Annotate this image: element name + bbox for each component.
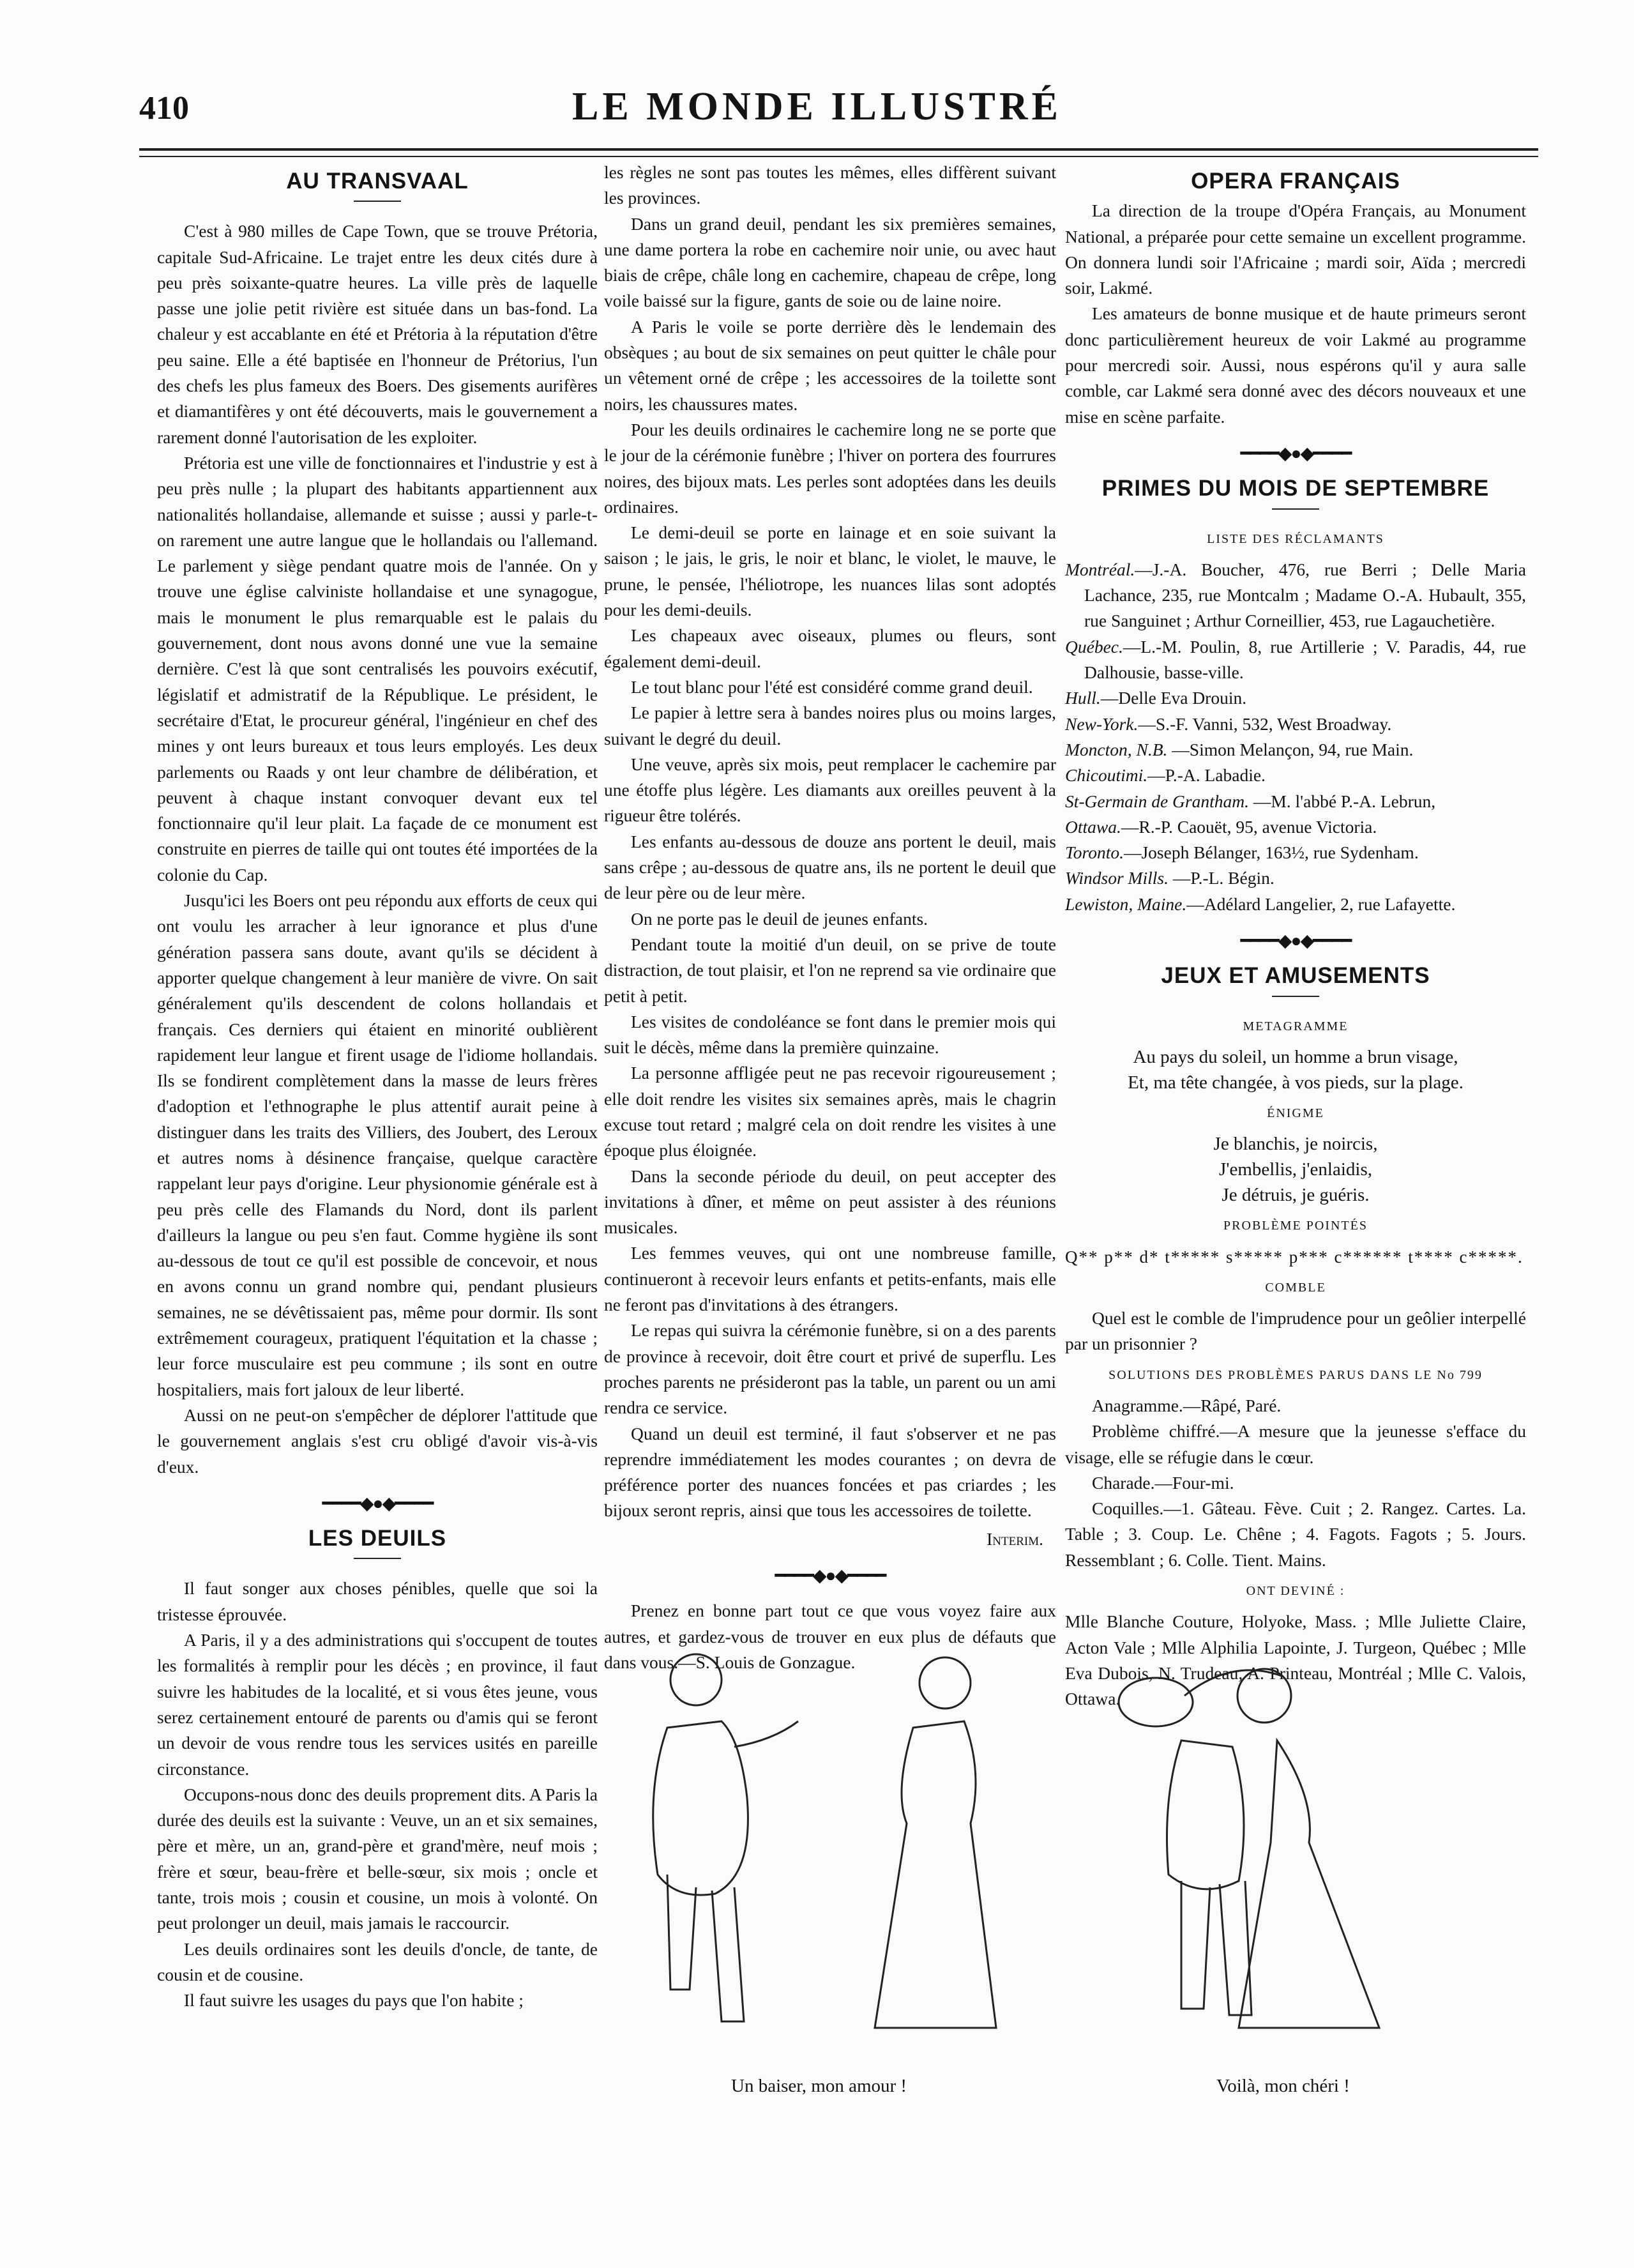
paragraph: Pendant toute la moitié d'un deuil, on se prive de toute distraction, de tout plaisir, et l'on ne reprend sa vie ordinaire que petit à petit. [604, 934, 1056, 1006]
primes-entry [1065, 789, 1526, 814]
paragraph: Occupons-nous donc des deuils proprement dits. A Paris la durée des deuils est la suivante : Veuve, un an et six semaines, père et mère, un an, grand-père et grand'mère, neuf mois ; frère et sœur, beau-frère et belle-sœur, six mois ; oncle et tante, trois mois ; cousin et cousine, un mois à volonté. On peut prolonger un deuil, mais jamais le raccourcir. [157, 1784, 598, 1933]
ornament-divider: ━━━━◆●◆━━━━ [1240, 443, 1351, 464]
header-rule [139, 148, 1538, 151]
primes-list [1065, 557, 1526, 917]
right-woman-dress [1239, 1740, 1379, 2028]
primes-entry [1065, 892, 1526, 917]
primes-entry-text: —Adélard Langelier, 2, rue Lafayette. [1186, 894, 1456, 914]
racket-handle [1184, 1670, 1283, 1696]
primes-entry-place: St-Germain de Grantham. [1065, 791, 1249, 811]
right-man-body [1167, 1740, 1244, 1889]
primes-entry-text: —L.-M. Poulin, 8, rue Artillerie ; V. Paradis, 44, rue Dalhousie, basse-ville. [1084, 636, 1526, 683]
paragraph: Il faut suivre les usages du pays que l'on habite ; [184, 1990, 524, 2011]
title-rule [354, 201, 401, 202]
primes-entry [1065, 763, 1526, 788]
probleme-label: PROBLÈME POINTÉS [1223, 1219, 1368, 1233]
enigme-label: ÉNIGME [1267, 1106, 1324, 1120]
column-2 [604, 160, 1056, 1675]
ornament-divider: ━━━━◆●◆━━━━ [1240, 931, 1351, 952]
cartoon-drawing [607, 1632, 1430, 2066]
header-rule-thin [139, 156, 1538, 157]
paragraph: Le demi-deuil se porte en lainage et en soie suivant la saison ; le jais, le gris, le noir et blanc, le violet, le mauve, le prune, le pensée, l'héliotrope, les nuances lilas sont adoptés pour les demi-deuils. [604, 522, 1056, 620]
paragraph: Le repas qui suivra la cérémonie funèbre, si on a des parents de province à recevoir, doit être court et privé de superflu. Les proches parents ne présideront pas la table, un parent ou un ami rendra ce service. [604, 1320, 1056, 1418]
left-man-body [653, 1721, 748, 1895]
comble-label: COMBLE [1265, 1280, 1326, 1295]
paragraph: Dans la seconde période du deuil, on peut accepter des invitations à dîner, et même on peut assister à des réunions musicales. [604, 1166, 1056, 1238]
primes-entry-text: —Joseph Bélanger, 163½, rue Sydenham. [1123, 842, 1419, 863]
article-title-transvaal: AU TRANSVAAL [286, 169, 469, 194]
primes-entry-text: —Delle Eva Drouin. [1100, 688, 1247, 708]
primes-entry [1065, 814, 1526, 840]
primes-entry [1065, 557, 1526, 634]
paragraph: Aussi on ne peut-on s'empêcher de déplorer l'attitude que le gouvernement anglais s'est cru obligé d'avoir vis-à-vis d'eux. [157, 1404, 598, 1477]
primes-subtitle: LISTE DES RÉCLAMANTS [1207, 531, 1384, 546]
enigme-line: Je blanchis, je noircis, [1213, 1134, 1378, 1155]
column-1 [157, 160, 598, 2013]
primes-entry [1065, 685, 1526, 711]
paragraph: Le tout blanc pour l'été est considéré comme grand deuil. [631, 676, 1033, 697]
left-woman-dress [875, 1721, 996, 2028]
column-3 [1065, 160, 1526, 1712]
primes-entry-place: Lewiston, Maine. [1065, 894, 1187, 914]
paragraph: Il faut songer aux choses pénibles, quelle que soi la tristesse éprouvée. [157, 1578, 598, 1624]
solution: Problème chiffré.—A mesure que la jeunesse s'efface du visage, elle se réfugie dans le cœur. [1065, 1421, 1526, 1467]
primes-entry-text: —Simon Melançon, 94, rue Main. [1167, 739, 1414, 759]
primes-entry-place: New-York. [1065, 713, 1139, 734]
primes-entry [1065, 712, 1526, 737]
enigme-line: J'embellis, j'enlaidis, [1218, 1159, 1372, 1180]
paragraph: Une veuve, après six mois, peut remplacer le cachemire par une étoffe plus légère. Les diamants aux oreilles peuvent à la rigueur être tolérés. [604, 754, 1056, 826]
solution: Anagramme.—Râpé, Paré. [1092, 1395, 1282, 1415]
primes-entry-text: —P.-A. Labadie. [1147, 765, 1266, 786]
primes-entry [1065, 865, 1526, 891]
primes-entry-text: —P.-L. Bégin. [1168, 868, 1275, 888]
primes-entry-place: Québec. [1065, 636, 1123, 657]
primes-entry-place: Montréal. [1065, 559, 1135, 579]
title-rule [354, 1558, 401, 1559]
solution: Coquilles.—1. Gâteau. Fève. Cuit ; 2. Rangez. Cartes. La. Table ; 3. Coup. Le. Chêne ; 4. Fagots. Fagots ; 5. Jours. Ressemblant ; 6. Colle. Tient. Mains. [1065, 1498, 1526, 1570]
devine-label: ONT DEVINÉ : [1246, 1584, 1345, 1599]
primes-entry-text: —S.-F. Vanni, 532, West Broadway. [1138, 713, 1392, 734]
paragraph: Les amateurs de bonne musique et de haute primeurs seront donc particulièrement heureux de voir Lakmé au programme pour mercredi soir. Aussi, nous espérons qu'il y aura salle comble, car Lakmé sera donné avec des décors nouveaux et une mise en scène parfaite. [1065, 303, 1526, 427]
devine-text: Mlle Blanche Couture, Holyoke, Mass. ; Mlle Juliette Claire, Acton Vale ; Mlle Alphilia Lapointe, J. Turgeon, Québec ; Mlle Eva Dubois, N. Trudeau, A. Printeau, Montréal ; Mlle C. Valois, Ottawa. [1065, 1611, 1526, 1709]
primes-entry-place: Chicoutimi. [1065, 765, 1148, 786]
metagramme-label: METAGRAMME [1243, 1019, 1349, 1033]
metagramme-line: Au pays du soleil, un homme a brun visage, [1133, 1046, 1458, 1067]
solution: Charade.—Four-mi. [1092, 1472, 1234, 1493]
left-man-head [670, 1654, 722, 1705]
article-title-jeux: JEUX ET AMUSEMENTS [1161, 963, 1430, 989]
quote: Prenez en bonne part tout ce que vous voyez faire aux autres, et gardez-vous de trouver en eux plus de défauts que dans vous.—S. Louis de Gonzague. [604, 1601, 1056, 1672]
page-number: 410 [139, 90, 189, 126]
paragraph: Les femmes veuves, qui ont une nombreuse famille, continueront à recevoir leurs enfants et petits-enfants, mais elle ne feront pas d'invitations à des étrangers. [604, 1243, 1056, 1315]
paragraph: A Paris, il y a des administrations qui s'occupent de toutes les formalités à remplir pour les décès ; en province, il faut suivre les habitudes de la localité, et si vous êtes jeune, vous serez certainement entouré de parents ou d'amis qui se feront un devoir de vous rendre tous les services usités en pareille circonstance. [157, 1630, 598, 1779]
signature: Interim. [987, 1528, 1043, 1549]
paragraph: Pour les deuils ordinaires le cachemire long ne se porte que le jour de la cérémonie funèbre ; l'hiver on portera des fourrures noires, des bijoux mats. Les perles sont adoptées dans les deuils ordinaires. [604, 419, 1056, 517]
paragraph: Jusqu'ici les Boers ont peu répondu aux efforts de ceux qui ont voulu les arracher à leur ignorance et plus d'une génération passera sans doute, avant qu'ils se décident à apporter quelque changement à leur manière de vivre. On sait généralement qu'ils descendent de colons hollandais et français. Ces derniers qui étaient en minorité oublièrent rapidement leur langue et firent usage de l'idiome hollandais. Ils se fondirent complètement dans la masse de leurs frères d'adoption et l'ethnographe le plus attentif aurait peine à distinguer dans les traits des Villiers, des Joubert, des Leroux et autres noms à désinence française, quelque caractère rappelant leur pays d'origine. Leur physionomie générale est à peu près celle des Flamands du Nord, dont ils parlent d'ailleurs la langue ou peu s'en faut. Comme hygiène ils sont au-dessous de tout ce qu'il est possible de concevoir, et nous en avons connu un grand nombre qui, pendant plusieurs semaines, ne se dévêtissaient pas, même pour dormir. Ils sont extrêmement courageux, pratiquent l'équitation et la chasse ; leur force musculaire est peu commune ; ils sont en outre hospitaliers, mais fort jaloux de leur liberté. [157, 890, 598, 1399]
primes-entry-place: Toronto. [1065, 842, 1124, 863]
paragraph: A Paris le voile se porte derrière dès le lendemain des obsèques ; au bout de six semaines on peut quitter le châle pour un vêtement orné de crêpe ; les accessoires de la toilette sont noirs, les chaussures mates. [604, 316, 1056, 414]
paragraph: La personne affligée peut ne pas recevoir rigoureusement ; elle doit rendre les visites six semaines après, mais le chagrin excuse tout retard ; malgré cela on doit rendre les visites à une époque plus éloignée. [604, 1063, 1056, 1161]
paragraph: Les chapeaux avec oiseaux, plumes ou fleurs, sont également demi-deuil. [604, 625, 1056, 671]
probleme-text: Q** p** d* t***** s***** p*** c****** t**** c*****. [1065, 1247, 1524, 1267]
article-title-primes: PRIMES DU MOIS DE SEPTEMBRE [1101, 476, 1490, 501]
primes-entry-place: Ottawa. [1065, 816, 1121, 837]
paragraph: Quand un deuil est terminé, il faut s'observer et ne pas reprendre immédiatement les modes courantes ; on devra de préférence porter des nuances foncées et pas criardes ; les bijoux seront repris, ainsi que tous les accessoires de toilette. [604, 1423, 1056, 1521]
paragraph: Les deuils ordinaires sont les deuils d'oncle, de tante, de cousin et de cousine. [157, 1938, 598, 1984]
ornament-divider: ━━━━◆●◆━━━━ [322, 1493, 433, 1514]
comble-text: Quel est le comble de l'imprudence pour un geôlier interpellé par un prisonnier ? [1065, 1308, 1526, 1354]
paragraph: Prétoria est une ville de fonctionnaires et l'industrie y est à peu près nulle ; la plupart des habitants appartiennent aux nationalités hollandaise, allemande et suisse ; aussi y parle-t-on rarement une autre langue que le hollandais ou l'allemand. Le parlement y siège pendant quatre mois de l'année. On y trouve une église calviniste hollandaise et une synagogue, mais le monument le plus remarquable est le palais du gouvernement, dont nous avons donné une vue la semaine dernière. C'est là que sont centralisés les pouvoirs exécutif, législatif et admistratif de la République. Le président, le secrétaire d'Etat, le procureur général, l'ingénieur en chef des mines y ont leurs bureaux et tous leurs employés. Les deux parlements ou Raads y ont leur chambre de délibération, et peuvent à chaque instant convoquer devant eux tel fonctionnaire qu'il leur plait. La façade de ce monument est construite en pierres de taille qui ont toutes été importées de la colonie du Cap. [157, 452, 598, 885]
primes-entry-text: —R.-P. Caouët, 95, avenue Victoria. [1121, 816, 1377, 837]
primes-entry-place: Windsor Mills. [1065, 868, 1169, 888]
cartoon-illustration [607, 1632, 1430, 2066]
primes-entry [1065, 634, 1526, 686]
primes-entry-place: Moncton, N.B. [1065, 739, 1168, 759]
primes-entry [1065, 840, 1526, 865]
left-woman-head [919, 1657, 971, 1709]
title-rule [1272, 508, 1319, 510]
primes-entry-place: Hull. [1065, 688, 1101, 708]
masthead-title: LE MONDE ILLUSTRÉ [572, 85, 1062, 128]
article-title-opera: OPERA FRANÇAIS [1191, 169, 1400, 194]
right-man-leg [1181, 1881, 1210, 2009]
article-title-deuils: LES DEUILS [308, 1526, 447, 1551]
left-man-leg [712, 1887, 744, 2021]
fan-or-racket [1119, 1678, 1193, 1726]
solutions-label: SOLUTIONS DES PROBLÈMES PARUS DANS LE No 799 [1108, 1367, 1483, 1382]
paragraph: On ne porte pas le deuil de jeunes enfants. [631, 908, 928, 929]
ornament-divider: ━━━━◆●◆━━━━ [775, 1566, 886, 1587]
enigme-line: Je détruis, je guéris. [1222, 1185, 1370, 1206]
paragraph: les règles ne sont pas toutes les mêmes, elles diffèrent suivant les provinces. [604, 162, 1056, 208]
primes-entry-text: —M. l'abbé P.-A. Lebrun, [1248, 791, 1436, 811]
paragraph: Les enfants au-dessous de douze ans portent le deuil, mais sans crêpe ; au-dessous de quatre ans, ils ne portent le deuil que de leur père ou de leur mère. [604, 831, 1056, 903]
metagramme-line: Et, ma tête changée, à vos pieds, sur la plage. [1128, 1072, 1464, 1093]
paragraph: Dans un grand deuil, pendant les six premières semaines, une dame portera la robe en cachemire noir unie, ou avec haut biais de crêpe, châle long en cachemire, chapeau de crêpe, long voile baissé sur la figure, gants de soie ou de laine noire. [604, 213, 1056, 311]
paragraph: La direction de la troupe d'Opéra Français, au Monument National, a préparée pour cette semaine un excellent programme. On donnera lundi soir l'Africaine ; mardi soir, Aïda ; mercredi soir, Lakmé. [1065, 201, 1526, 298]
paragraph: Le papier à lettre sera à bandes noires plus ou moins larges, suivant le degré du deuil. [604, 703, 1056, 749]
primes-entry [1065, 737, 1526, 763]
paragraph: C'est à 980 milles de Cape Town, que se trouve Prétoria, capitale Sud-Africaine. Le trajet entre les deux cités dure à peu près soixante-quatre heures. La ville près de laquelle passe une jolie petit rivière est située dans un bas-fond. La chaleur y est accablante en été et Prétoria à la réputation d'être peu saine. Elle a été baptisée en l'honneur de Prétorius, l'un des chefs les plus fameux des Boers. Des gisements aurifères et diamantifères y ont été découverts, mais le gouvernement a rarement donné l'autorisation de les exploiter. [157, 221, 598, 447]
caption-right: Voilà, mon chéri ! [1216, 2076, 1350, 2096]
title-rule [1272, 996, 1319, 997]
primes-entry-text: —J.-A. Boucher, 476, rue Berri ; Delle Maria Lachance, 235, rue Montcalm ; Madame O.-A. Hubault, 355, rue Sanguinet ; Arthur Corneillier, 453, rue Lagauchetière. [1084, 559, 1526, 631]
paragraph: Les visites de condoléance se font dans le premier mois qui suit le décès, même dans la première quinzaine. [604, 1011, 1056, 1058]
right-man-leg [1220, 1881, 1252, 2015]
left-man-arm [734, 1721, 798, 1747]
caption-left: Un baiser, mon amour ! [731, 2076, 907, 2096]
